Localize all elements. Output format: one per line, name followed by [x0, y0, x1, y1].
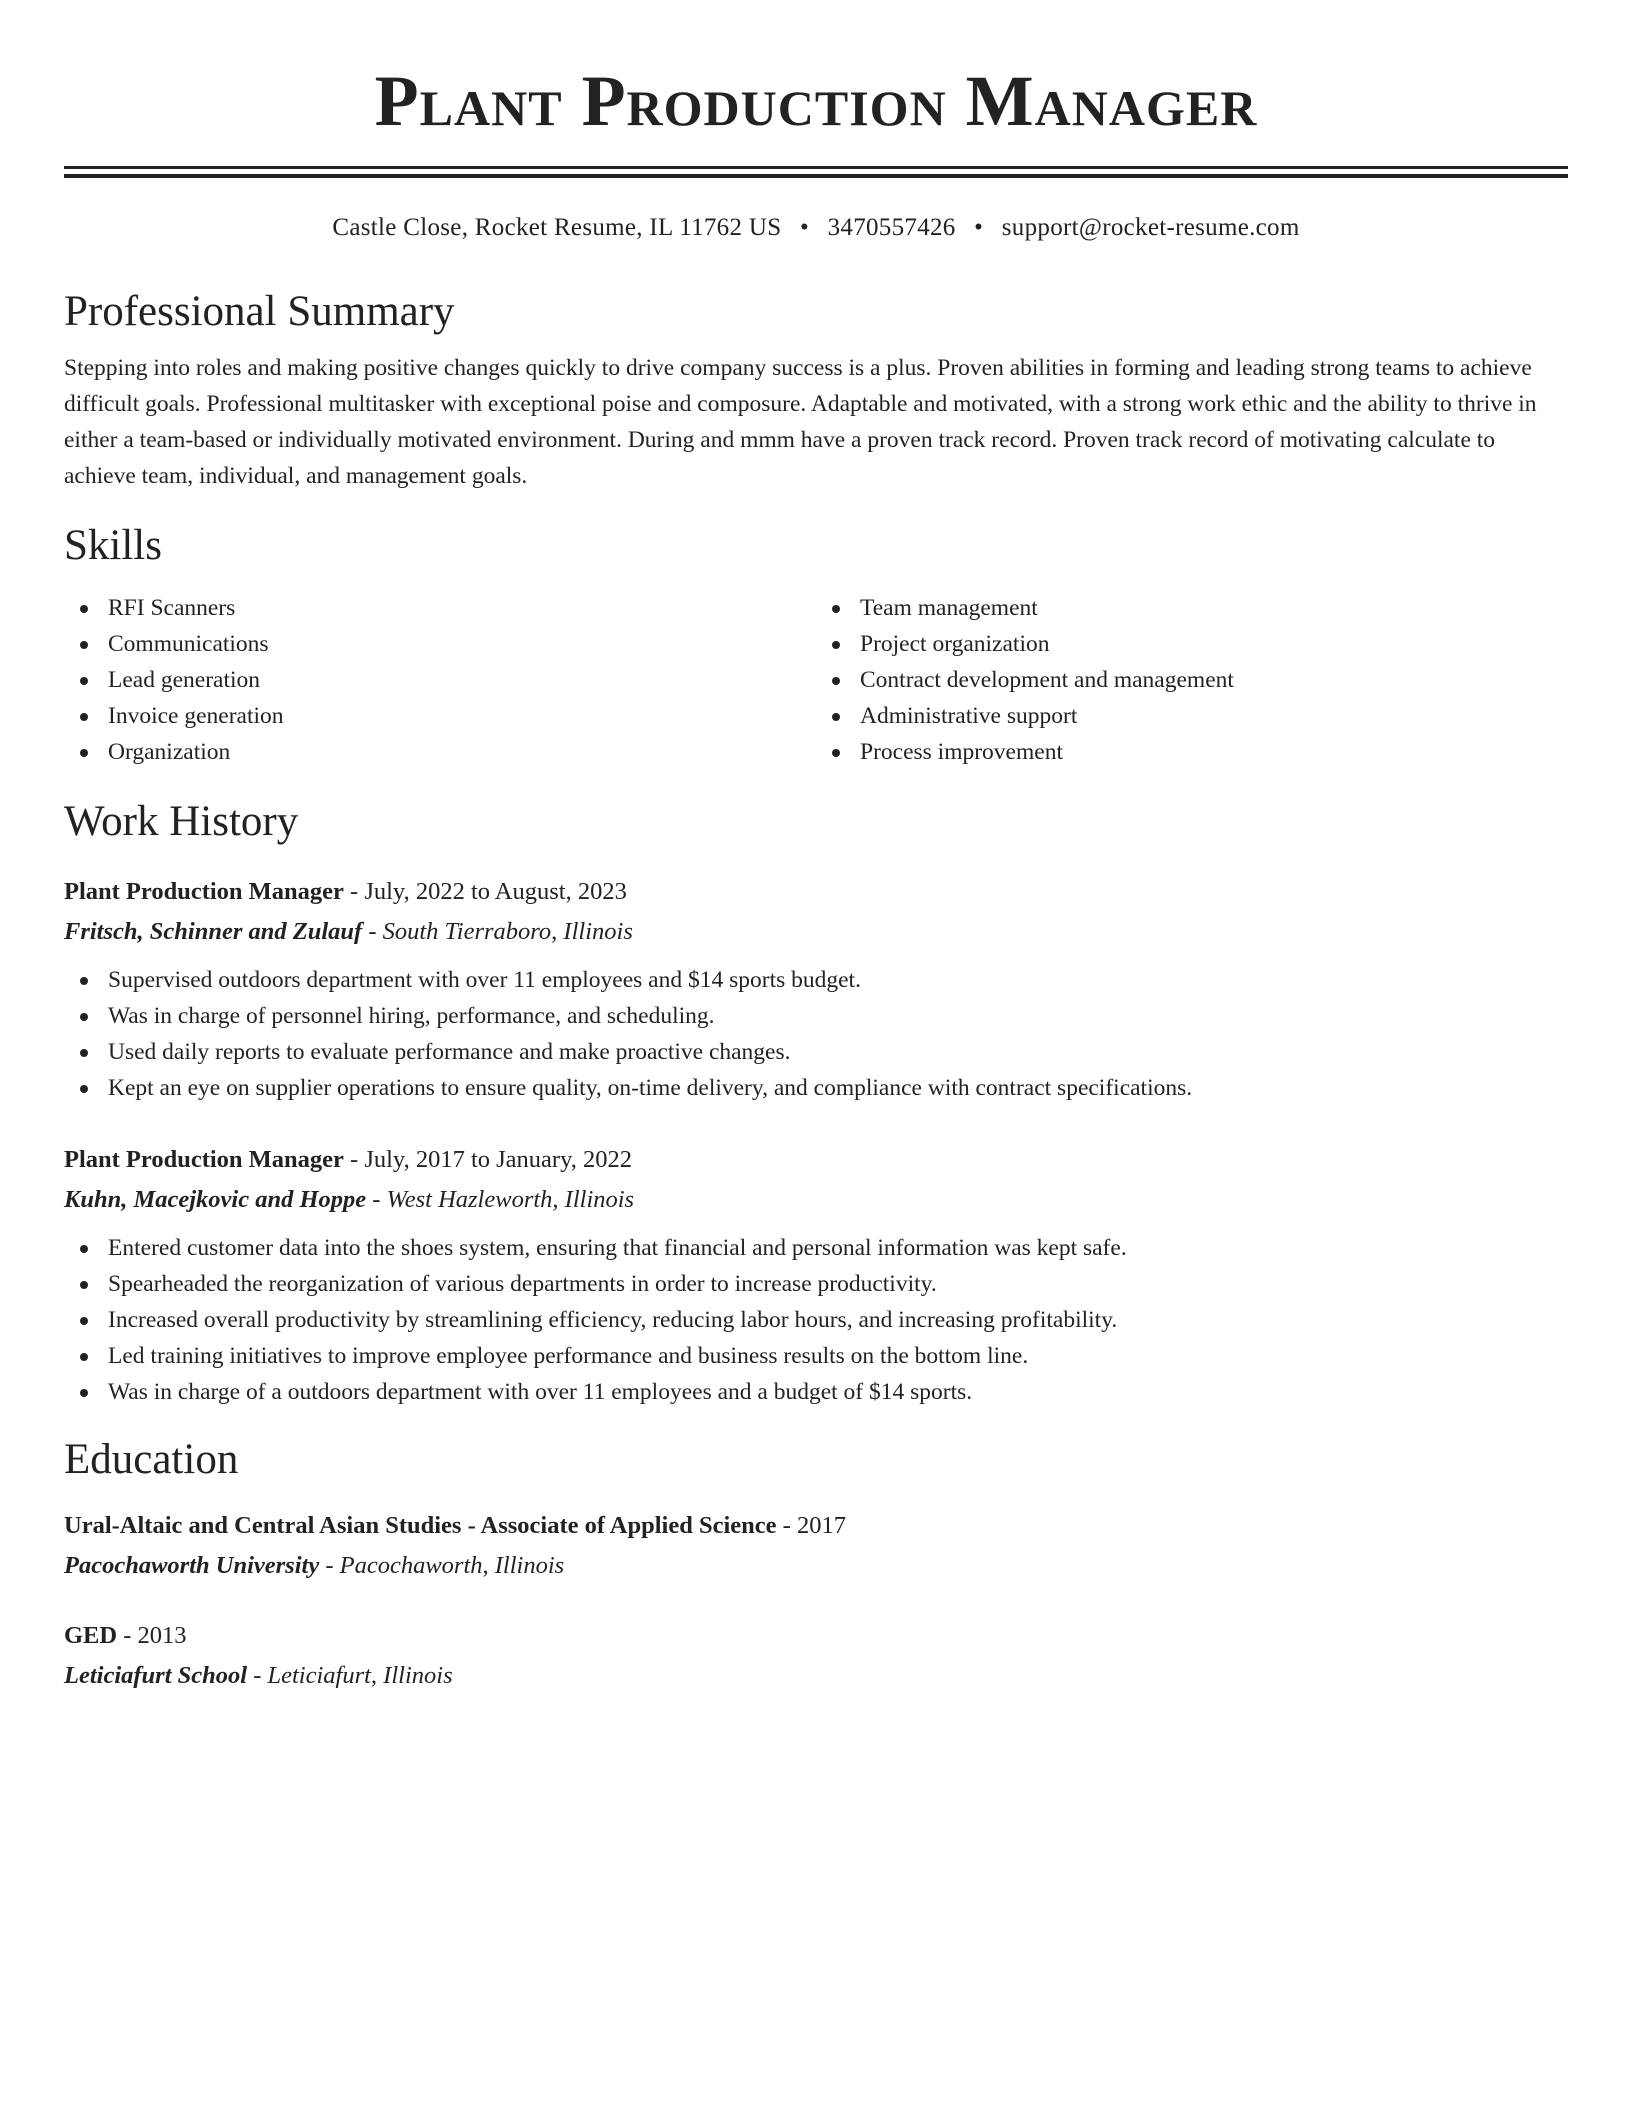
education-year: - 2013 [117, 1622, 187, 1649]
job-title-line [64, 1140, 1568, 1180]
education-degree: Ural-Altaic and Central Asian Studies - Associate of Applied Science [64, 1512, 777, 1539]
education-school: Pacochaworth University [64, 1552, 320, 1579]
contact-email: support@rocket-resume.com [1001, 214, 1300, 241]
skills-list-left [64, 590, 816, 770]
job-bullets [64, 962, 1568, 1106]
job-location: - South Tierraboro, Illinois [362, 918, 633, 945]
education-entry [64, 1506, 1568, 1586]
job-bullet: Entered customer data into the shoes system, ensuring that financial and personal information was kept safe. [64, 1230, 1568, 1266]
skill-item: Lead generation [64, 662, 816, 698]
skill-item: Invoice generation [64, 698, 816, 734]
skills-grid [64, 590, 1568, 770]
job-bullet: Increased overall productivity by streamlining efficiency, reducing labor hours, and increasing profitability. [64, 1302, 1568, 1338]
skill-item: RFI Scanners [64, 590, 816, 626]
job-dates: - July, 2022 to August, 2023 [343, 878, 627, 905]
resume-name: Plant Production Manager [374, 61, 1258, 141]
job-role: Plant Production Manager [64, 1146, 344, 1173]
contact-address: Castle Close, Rocket Resume, IL 11762 US [332, 214, 782, 241]
job-bullet: Led training initiatives to improve employee performance and business results on the bottom line. [64, 1338, 1568, 1374]
education-school: Leticiafurt School [64, 1662, 248, 1689]
education-year: - 2017 [776, 1512, 846, 1539]
job-bullet: Supervised outdoors department with over 11 employees and $14 sports budget. [64, 962, 1568, 998]
skill-item: Organization [64, 734, 816, 770]
job-title-line [64, 872, 1568, 912]
skill-item: Contract development and management [816, 662, 1568, 698]
education-degree-line [64, 1506, 1568, 1546]
job-dates: - July, 2017 to January, 2022 [343, 1146, 632, 1173]
skills-heading: Skills [64, 522, 162, 569]
skill-item: Project organization [816, 626, 1568, 662]
job-location: - West Hazleworth, Illinois [366, 1186, 635, 1213]
summary-heading: Professional Summary [64, 288, 455, 335]
job-role: Plant Production Manager [64, 878, 344, 905]
contact-separator: • [974, 214, 984, 241]
job-bullets [64, 1230, 1568, 1410]
job-entry [64, 872, 1568, 1106]
skill-item: Administrative support [816, 698, 1568, 734]
contact-phone: 3470557426 [827, 214, 956, 241]
education-degree-line [64, 1616, 1568, 1656]
education-heading: Education [64, 1436, 239, 1483]
skills-column-right [816, 590, 1568, 770]
job-bullet: Used daily reports to evaluate performance and make proactive changes. [64, 1034, 1568, 1070]
contact-line [64, 212, 1568, 244]
work-history-heading: Work History [64, 798, 299, 845]
skill-item: Team management [816, 590, 1568, 626]
job-bullet: Was in charge of personnel hiring, performance, and scheduling. [64, 998, 1568, 1034]
header-divider [64, 166, 1568, 178]
job-company-line [64, 912, 1568, 952]
job-bullet: Kept an eye on supplier operations to ensure quality, on-time delivery, and compliance with contract specifications. [64, 1070, 1568, 1106]
job-bullet: Spearheaded the reorganization of various departments in order to increase productivity. [64, 1266, 1568, 1302]
education-school-line [64, 1656, 1568, 1696]
education-location: - Pacochaworth, Illinois [319, 1552, 565, 1579]
contact-separator: • [799, 214, 810, 241]
education-school-line [64, 1546, 1568, 1586]
job-bullet: Was in charge of a outdoors department with over 11 employees and a budget of $14 sports. [64, 1374, 1568, 1410]
job-company: Kuhn, Macejkovic and Hoppe [64, 1186, 367, 1213]
job-company-line [64, 1180, 1568, 1220]
skill-item: Communications [64, 626, 816, 662]
education-entry [64, 1616, 1568, 1696]
summary-text: Stepping into roles and making positive changes quickly to drive company success is a plus. Proven abilities in forming and leading strong teams to achieve difficult goals. Professional multitasker with exceptional poise and composure. Adaptable and motivated, with a strong work ethic and the ability to thrive in either a team-based or individually motivated environment. During and mmm have a proven track record. Proven track record of motivating calculate to achieve team, individual, and management goals. [64, 355, 1537, 489]
skills-column-left [64, 590, 816, 770]
job-entry [64, 1140, 1568, 1410]
skill-item: Process improvement [816, 734, 1568, 770]
education-degree: GED [64, 1622, 118, 1649]
skills-list-right [816, 590, 1568, 770]
job-company: Fritsch, Schinner and Zulauf [64, 918, 363, 945]
education-location: - Leticiafurt, Illinois [247, 1662, 453, 1689]
